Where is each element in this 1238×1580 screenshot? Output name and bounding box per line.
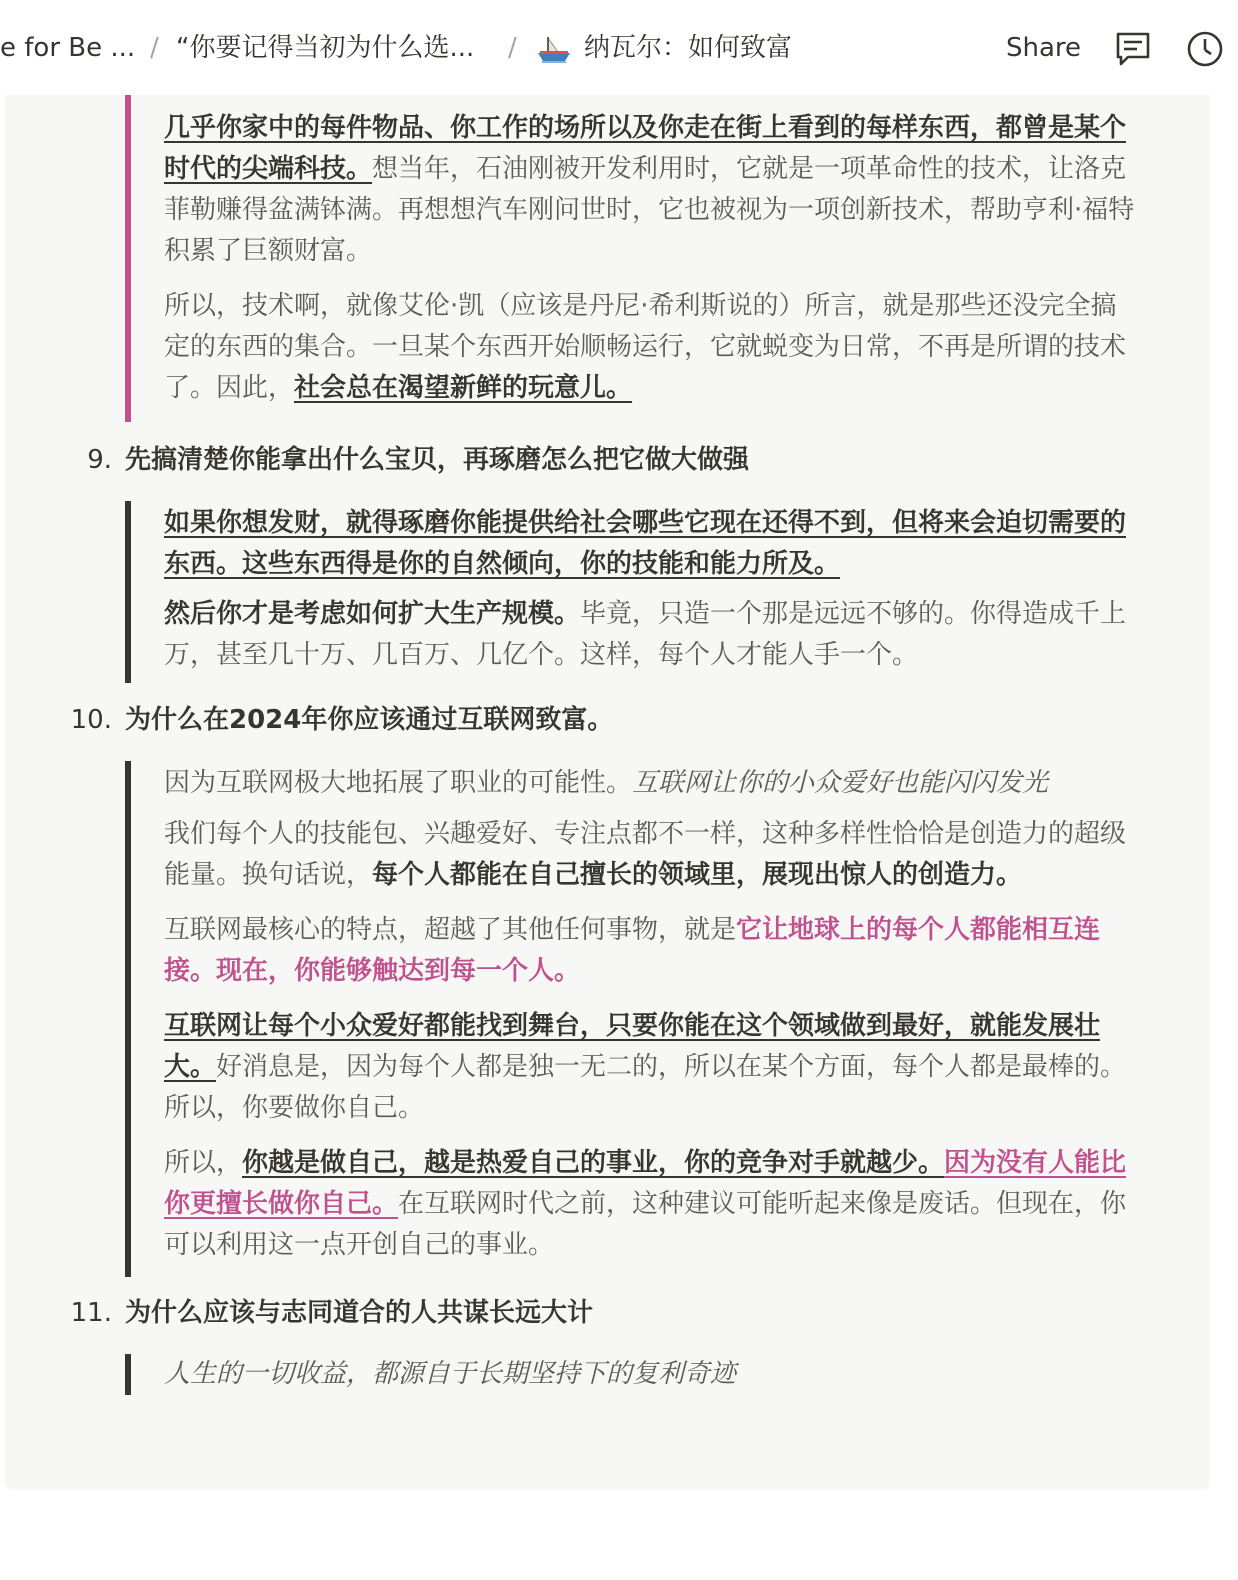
breadcrumb-item-1[interactable]: e for Be ... xyxy=(0,33,136,63)
paragraph-text: 毕竟，只造一个那是远远不够的。你得造成千上万，甚至几十万、几百万、几亿个。这样，每个人才能人手一个。 xyxy=(164,599,1127,670)
list-item-title: 先搞清楚你能拿出什么宝贝，再琢磨怎么把它做大做强 xyxy=(125,445,750,475)
paragraph-text: 我们每个人的技能包、兴趣爱好、专注点都不一样，这种多样性恰恰是创造力的超级能量。换句话说， xyxy=(164,819,1127,890)
quote-block xyxy=(125,95,1140,422)
quote-paragraph xyxy=(164,1354,1140,1395)
paragraph-text: 好消息是，因为每个人都是独一无二的，所以在某个方面，每个人都是最棒的。所以，你要做你自己。 xyxy=(164,1052,1127,1123)
paragraph-text: 在互联网时代之前，这种建议可能听起来像是废话。但现在，你可以利用这一点开创自己的事业。 xyxy=(164,1189,1127,1260)
quote-block xyxy=(125,761,1140,1277)
paragraph-text: 所以，技术啊，就像艾伦·凯（应该是丹尼·希利斯说的）所言，就是那些还没完全搞定的东西的集合。一旦某个东西开始顺畅运行，它就蜕变为日常，不再是所谓的技术了。因此， xyxy=(164,291,1127,403)
clock-icon[interactable] xyxy=(1186,30,1224,68)
bold-underlined-text: 互联网让每个小众爱好都能找到舞台，只要你能在这个领域做到最好，就能发展壮大。 xyxy=(164,1011,1101,1082)
bold-text: 然后你才是考虑如何扩大生产规模。 xyxy=(164,599,581,629)
bold-underlined-text: 几乎你家中的每件物品、你工作的场所以及你走在街上看到的每样东西，都曾是某个时代的尖端科技。 xyxy=(164,113,1127,184)
quote-paragraph xyxy=(164,1143,1140,1266)
breadcrumb-item-3[interactable]: 纳瓦尔：如何致富 xyxy=(584,33,793,63)
bold-underlined-text: 你越是做自己，越是热爱自己的事业，你的竞争对手就越少。 xyxy=(242,1148,945,1178)
page-bottom-area xyxy=(5,1490,1210,1560)
paragraph-text: 想当年，石油刚被开发利用时，它就是一项革命性的技术，让洛克菲勒赚得盆满钵满。再想想汽车刚问世时，它也被视为一项创新技术，帮助亨利·福特积累了巨额财富。 xyxy=(164,154,1135,266)
share-button[interactable]: Share xyxy=(1006,33,1082,63)
list-item xyxy=(5,440,1210,481)
quote-paragraph xyxy=(164,108,1140,272)
bold-underlined-text: 如果你想发财，就得琢磨你能提供给社会哪些它现在还得不到，但将来会迫切需要的东西。这些东西得是你的自然倾向，你的技能和能力所及。 xyxy=(164,508,1127,579)
quote-paragraph xyxy=(164,910,1140,992)
italic-text: 人生的一切收益，都源自于长期坚持下的复利奇迹 xyxy=(164,1359,737,1389)
list-number: 11. xyxy=(70,1298,112,1328)
page-content xyxy=(5,95,1210,1490)
breadcrumb-separator: / xyxy=(150,33,159,63)
list-item xyxy=(5,1293,1210,1334)
quote-paragraph xyxy=(164,286,1140,409)
list-item-title: 为什么应该与志同道合的人共谋长远大计 xyxy=(125,1298,594,1328)
bold-text: 每个人都能在自己擅长的领域里，展现出惊人的创造力。 xyxy=(372,860,1023,890)
top-bar xyxy=(0,0,1238,95)
breadcrumb-separator: / xyxy=(508,33,517,63)
boat-icon xyxy=(536,34,572,64)
list-item-title: 为什么在2024年你应该通过互联网致富。 xyxy=(125,705,614,735)
bold-underlined-text: 社会总在渴望新鲜的玩意儿。 xyxy=(294,373,633,403)
quote-paragraph xyxy=(164,594,1140,676)
paragraph-text: 因为互联网极大地拓展了职业的可能性。 xyxy=(164,768,633,798)
list-number: 9. xyxy=(87,445,112,475)
list-number: 10. xyxy=(70,705,112,735)
paragraph-text: 所以， xyxy=(164,1148,243,1178)
comment-icon[interactable] xyxy=(1114,30,1152,68)
list-item xyxy=(5,700,1210,741)
pink-bold-text: 它让地球上的每个人都能相互连接。现在，你能够触达到每一个人。 xyxy=(164,915,1101,986)
quote-paragraph xyxy=(164,814,1140,896)
italic-text: 互联网让你的小众爱好也能闪闪发光 xyxy=(632,768,1049,798)
quote-paragraph xyxy=(164,763,1140,804)
quote-paragraph xyxy=(164,503,1140,585)
quote-block xyxy=(125,501,1140,683)
paragraph-text: 互联网最核心的特点，超越了其他任何事物，就是 xyxy=(164,915,737,945)
breadcrumb-item-2[interactable]: “你要记得当初为什么选... xyxy=(176,33,475,63)
quote-paragraph xyxy=(164,1006,1140,1129)
pink-bold-underlined-text: 因为没有人能比你更擅长做你自己。 xyxy=(164,1148,1127,1219)
quote-block xyxy=(125,1354,1140,1395)
